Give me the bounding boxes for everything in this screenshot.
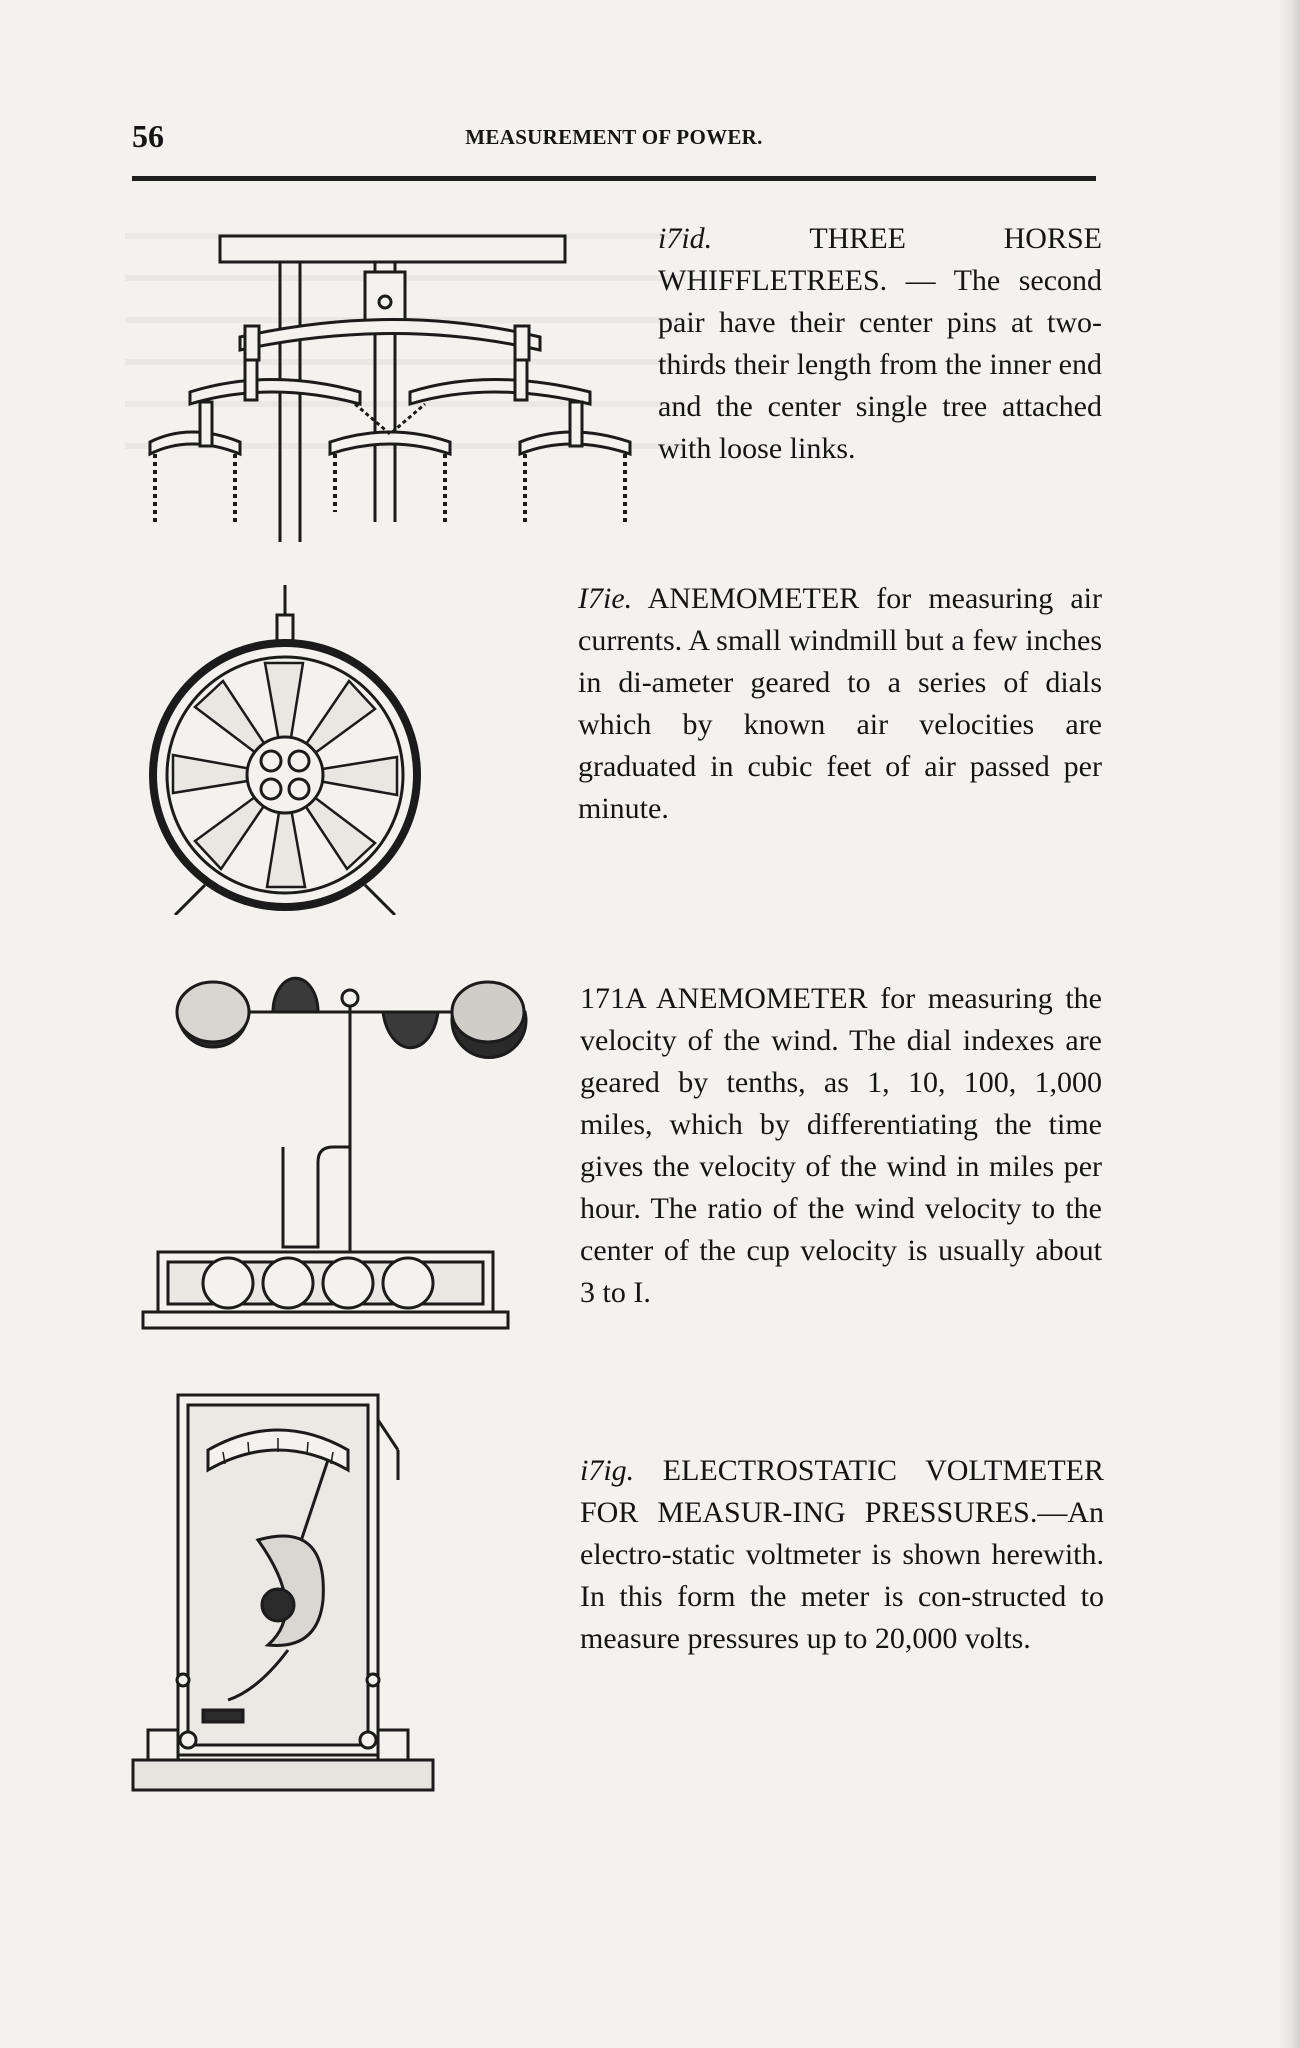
entry-number: i7id. [658, 222, 713, 255]
entry-title: THREE HORSE WHIFFLETREES. [658, 222, 1102, 297]
page-number: 56 [132, 118, 164, 154]
page-edge-shadow [1278, 0, 1300, 2048]
entry-wind-anemometer [580, 978, 1102, 1314]
entry-title: ANEMOMETER [655, 982, 868, 1015]
air-current-anemometer-illustration [135, 585, 425, 915]
cup-anemometer-illustration [138, 952, 558, 1372]
entry-body: for measuring the velocity of the wind. The dial indexes are geared by tenths, as 1, 10, 100, 1,000 miles, which by differentiating the time gives the velocity of the wind in miles per hour. The ratio of the wind velocity to the center of the cup velocity is usually about 3 to I. [580, 982, 1102, 1309]
entry-electrostatic-voltmeter [580, 1450, 1104, 1660]
running-title: MEASUREMENT OF POWER. [465, 125, 763, 149]
entry-number: 171A [580, 982, 646, 1015]
entry-whiffletrees [658, 218, 1102, 470]
page-header [132, 118, 1096, 158]
entry-number: i7ig. [580, 1454, 635, 1487]
electrostatic-voltmeter-illustration [128, 1390, 438, 1800]
entry-number: I7ie. [578, 582, 633, 615]
entry-air-anemometer [578, 578, 1102, 830]
entry-body: —An electro-static voltmeter is shown herewith. In this form the meter is con-structed to measure pressures up to 20,000 volts. [580, 1496, 1104, 1655]
entry-body: for measuring air currents. A small windmill but a few inches in di-ameter geared to a series of dials which by known air velocities are graduated in cubic feet of air passed per minute. [578, 582, 1102, 825]
entry-title: ELECTROSTATIC VOLTMETER FOR MEASUR-ING PRESSURES. [580, 1454, 1104, 1529]
entry-title: ANEMOMETER [647, 582, 860, 615]
whiffletrees-illustration [130, 222, 660, 562]
entry-body: — The second pair have their center pins at two-thirds their length from the inner end and the center single tree attached with loose links. [658, 264, 1103, 465]
header-rule [132, 176, 1096, 181]
